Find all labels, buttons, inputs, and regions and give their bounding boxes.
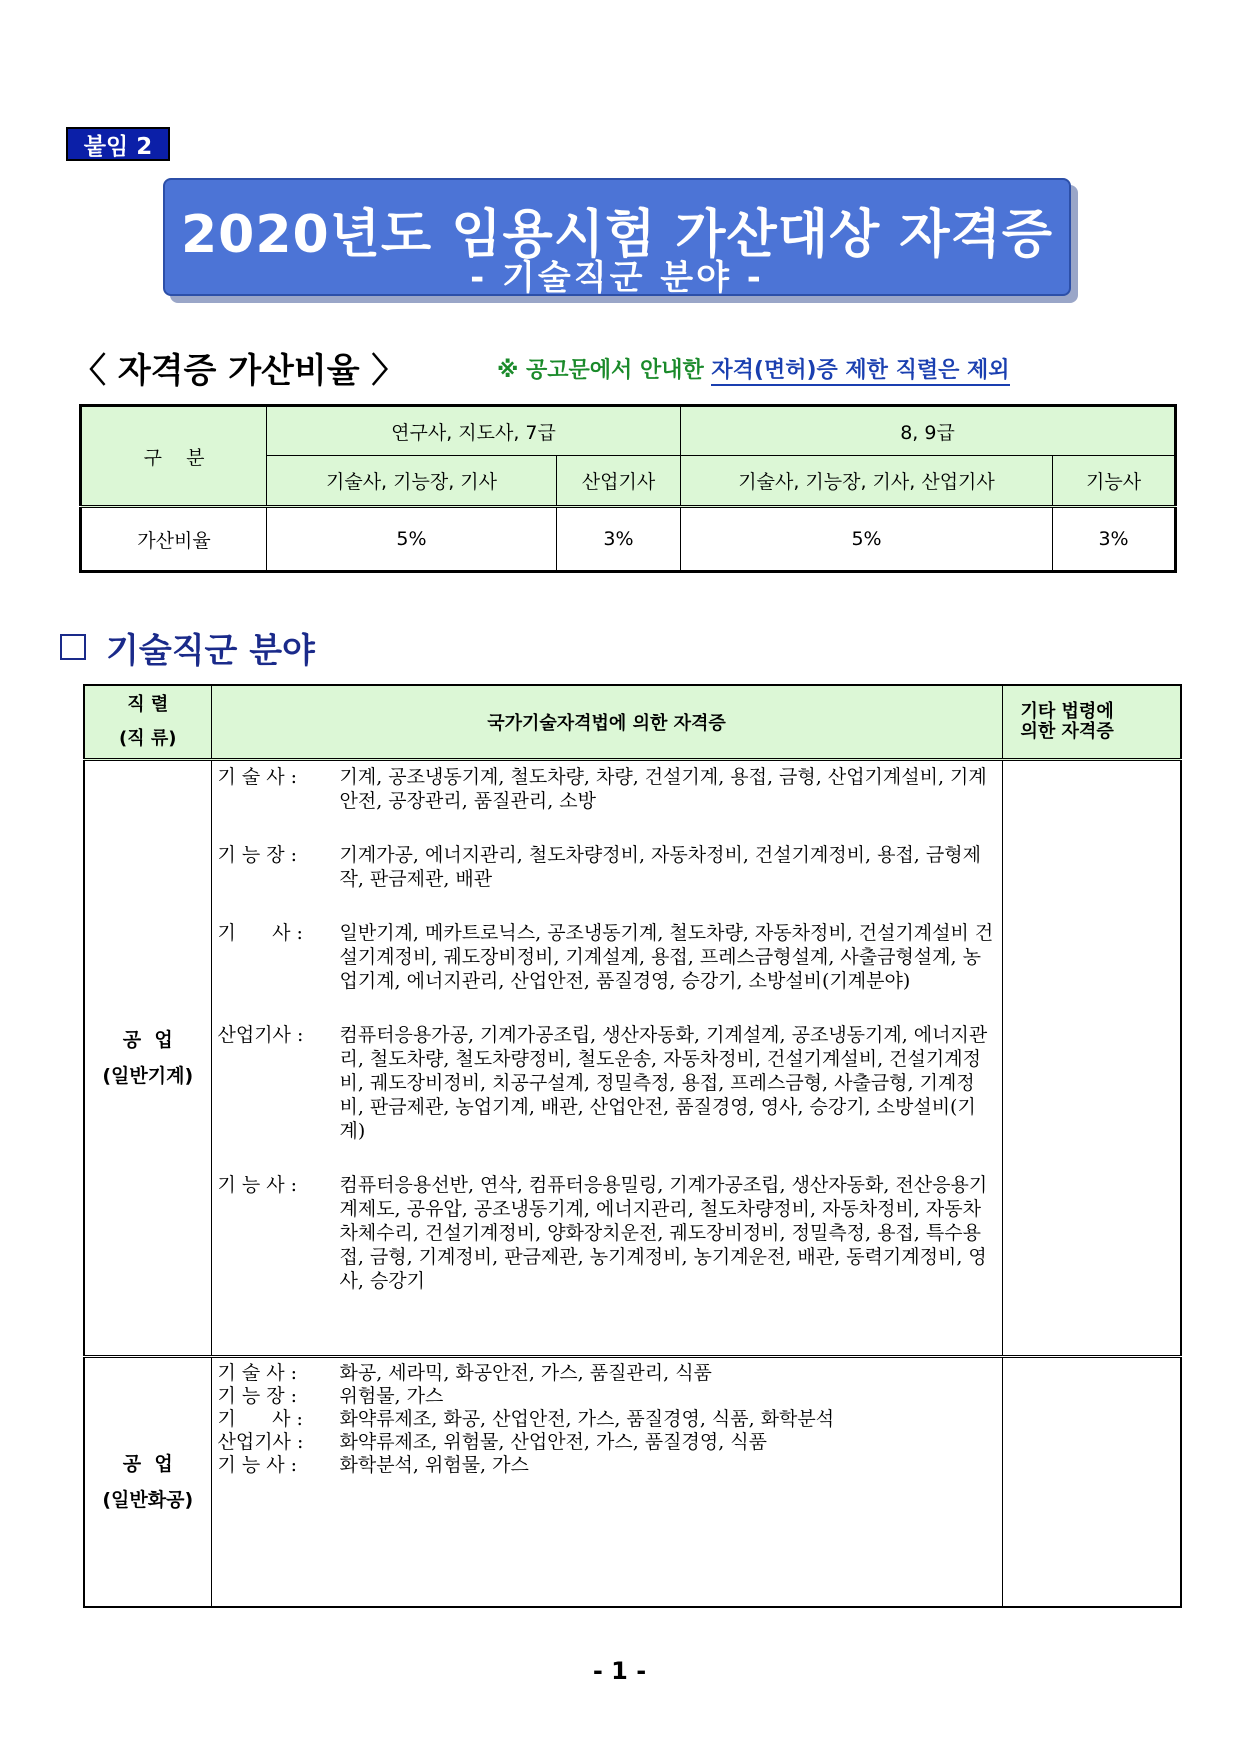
- grade-label: 기 사 :: [217, 922, 303, 944]
- rate-subheader: 산업기사: [557, 456, 681, 507]
- list-item: [218, 1362, 996, 1385]
- qualification-list: 화약류제조, 화공, 산업안전, 가스, 품질경영, 식품, 화학분석: [339, 1408, 835, 1430]
- grade-label: 기 사 :: [217, 1408, 303, 1430]
- class-name: (일반기계): [102, 1065, 194, 1087]
- grade-label: 기 능 장 :: [217, 844, 298, 866]
- rate-row-label: 가산비율: [81, 507, 267, 572]
- list-item: [218, 843, 996, 891]
- col-header-national: 국가기술자격법에 의한 자격증: [211, 685, 1002, 760]
- checkbox-square-icon: [60, 634, 86, 660]
- grade-label: 기 능 장 :: [217, 1385, 298, 1407]
- grade-label: 산업기사 :: [217, 1431, 304, 1453]
- series-cell: [84, 1357, 211, 1608]
- rate-group2-header: 8, 9급: [681, 406, 1176, 456]
- list-item: [218, 921, 996, 993]
- grade-label: 기 술 사 :: [217, 1362, 298, 1384]
- page-number: - 1 -: [592, 1657, 647, 1685]
- title-banner: [163, 178, 1071, 296]
- other-qualifications-cell: [1002, 1357, 1181, 1608]
- list-item: [218, 1454, 996, 1477]
- national-qualifications-cell: [211, 760, 1002, 1357]
- rate-subheader: 기술사, 기능장, 기사: [267, 456, 557, 507]
- qualification-list: 화약류제조, 위험물, 산업안전, 가스, 품질경영, 식품: [339, 1431, 767, 1453]
- attachment-label: 붙임 2: [66, 127, 170, 161]
- rate-subheader: 기술사, 기능장, 기사, 산업기사: [681, 456, 1053, 507]
- series-name: 공 업: [122, 1029, 173, 1051]
- list-item: [218, 1431, 996, 1454]
- rate-notice: [497, 353, 1010, 384]
- field-section-title: 기술직군 분야: [106, 631, 315, 671]
- col-header-other-line1: 기타 법령에: [1020, 701, 1114, 722]
- field-section-heading: [60, 623, 315, 672]
- col-header-other: [1002, 685, 1181, 760]
- qualification-list: 화공, 세라믹, 화공안전, 가스, 품질관리, 식품: [339, 1362, 712, 1384]
- table-row: [84, 760, 1181, 1357]
- col-header-other-line2: 의한 자격증: [1020, 721, 1114, 742]
- qualification-list: 위험물, 가스: [339, 1385, 444, 1407]
- rate-value: 5%: [681, 507, 1053, 572]
- page-title: 2020년도 임용시험 가산대상 자격증: [180, 205, 1054, 265]
- class-name: (일반화공): [102, 1489, 194, 1511]
- list-item: [218, 1173, 996, 1293]
- series-cell: [84, 760, 211, 1357]
- rate-value: 5%: [267, 507, 557, 572]
- list-item: [218, 1408, 996, 1431]
- list-item: [218, 765, 996, 813]
- qualification-list: 화학분석, 위험물, 가스: [339, 1454, 529, 1476]
- qualification-list: 컴퓨터응용선반, 연삭, 컴퓨터응용밀링, 기계가공조립, 생산자동화, 전산응용기계제도, 공유압, 공조냉동기계, 에너지관리, 철도차량정비, 자동차정비, 자동차차체수리, 건설기계정비, 양화장치운전, 궤도장비정비, 정밀측정, 용접, 특수용접, 금형, 기계정비, 판금제관, 농기계정비, 농기계운전, 배관, 동력기계정비, 영사, 승강기: [339, 1174, 988, 1292]
- list-item: [218, 1385, 996, 1408]
- col-header-series: [84, 685, 211, 760]
- page-subtitle: - 기술직군 분야 -: [470, 258, 764, 298]
- grade-label: 산업기사 :: [217, 1024, 304, 1046]
- rate-subheader: 기능사: [1053, 456, 1176, 507]
- col-header-series-line2: (직 류): [119, 728, 177, 749]
- rate-value: 3%: [557, 507, 681, 572]
- qualification-list: 컴퓨터응용가공, 기계가공조립, 생산자동화, 기계설계, 공조냉동기계, 에너지관리, 철도차량, 철도차량정비, 철도운송, 자동차정비, 건설기계설비, 건설기계정비, 궤도장비정비, 치공구설계, 정밀측정, 용접, 프레스금형, 사출금형, 기계정비, 판금제관, 농업기계, 배관, 산업안전, 품질경영, 영사, 승강기, 소방설비(기계): [339, 1024, 988, 1142]
- series-name: 공 업: [122, 1453, 173, 1475]
- rate-value: 3%: [1053, 507, 1176, 572]
- qualification-list: 기계가공, 에너지관리, 철도차량정비, 자동차정비, 건설기계정비, 용접, 금형제작, 판금제관, 배관: [339, 844, 981, 890]
- grade-label: 기 능 사 :: [217, 1174, 298, 1196]
- notice-underlined: 자격(면허)증 제한 직렬은 제외: [711, 358, 1009, 386]
- rate-section-heading: 〈 자격증 가산비율 〉: [72, 351, 406, 391]
- national-qualifications-cell: [211, 1357, 1002, 1608]
- rate-table: [79, 404, 1177, 573]
- qualification-list: 일반기계, 메카트로닉스, 공조냉동기계, 철도차량, 자동차정비, 건설기계설비 건설기계정비, 궤도장비정비, 기계설계, 용접, 프레스금형설계, 사출금형설계, 농업기계, 에너지관리, 산업안전, 품질경영, 승강기, 소방설비(기계분야): [339, 922, 994, 992]
- list-item: [218, 1023, 996, 1143]
- grade-label: 기 술 사 :: [217, 766, 298, 788]
- grade-label: 기 능 사 :: [217, 1454, 298, 1476]
- qualification-list: 기계, 공조냉동기계, 철도차량, 차량, 건설기계, 용접, 금형, 산업기계설비, 기계안전, 공장관리, 품질관리, 소방: [339, 766, 987, 812]
- qualification-table: [83, 684, 1182, 1608]
- notice-prefix: ※ 공고문에서 안내한: [497, 358, 704, 383]
- col-header-series-line1: 직 렬: [127, 694, 169, 715]
- other-qualifications-cell: [1002, 760, 1181, 1357]
- rate-group1-header: 연구사, 지도사, 7급: [267, 406, 681, 456]
- rate-category-label: 구 분: [81, 406, 267, 507]
- table-row: [84, 1357, 1181, 1608]
